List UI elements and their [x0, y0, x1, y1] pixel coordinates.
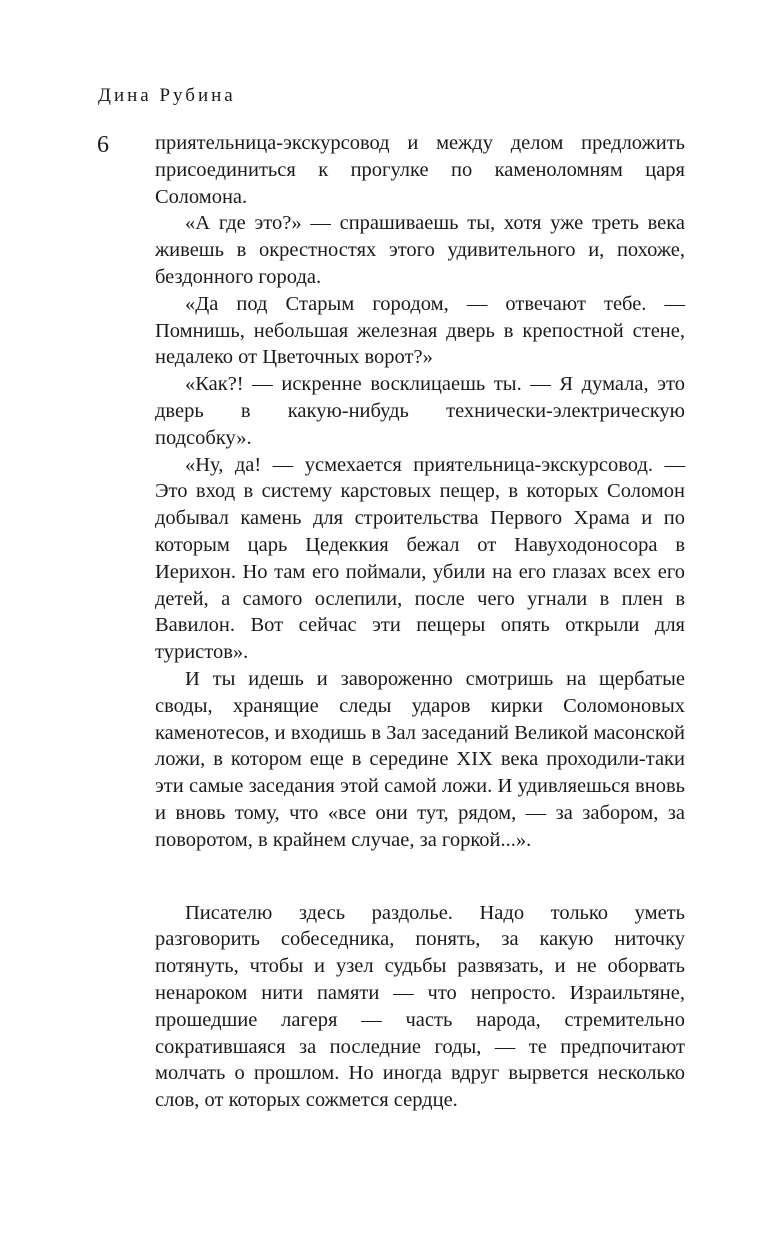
paragraph: И ты идешь и завороженно смотришь на щербатые своды, хранящие следы ударов кирки Соломоновых каменотесов, и входишь в Зал заседаний Великой масонской ложи, в котором еще в середине XIX века проходили-таки эти самые заседания этой самой ложи. И удивляешься вновь и вновь тому, что «все они тут, рядом, — за забором, за поворотом, в крайнем случае, за горкой...».	[155, 667, 685, 851]
paragraph: приятельница-экскурсовод и между делом предложить присоединиться к прогулке по каменоломням царя Соломона.	[155, 132, 685, 208]
page-number: 6	[97, 132, 109, 158]
paragraph: Писателю здесь раздолье. Надо только уметь разговорить собеседника, понять, за какую ниточку потянуть, чтобы и узел судьбы развязать, и не оборвать ненароком нити памяти — что непросто. Израильтяне, прошедшие лагеря — часть народа, стремительно сократившаяся за последние годы, — те предпочитают молчать о прошлом. Но иногда вдруг вырвется несколько слов, от которых сожмется сердце.	[155, 901, 685, 1112]
paragraph: «А где это?» — спрашиваешь ты, хотя уже треть века живешь в окрестностях этого удивительного и, похоже, бездонного города.	[155, 212, 685, 288]
paragraph: «Да под Старым городом, — отвечают тебе. — Помнишь, небольшая железная дверь в крепостной стене, недалеко от Цветочных ворот?»	[155, 292, 685, 369]
running-head-author: Дина Рубина	[98, 85, 236, 106]
paragraph: «Как?! — искренне восклицаешь ты. — Я думала, это дверь в какую-нибудь технически-электрическую подсобку».	[155, 373, 685, 449]
section-break	[155, 854, 685, 900]
body-text	[155, 130, 685, 1114]
paragraph: «Ну, да! — усмехается приятельница-экскурсовод. — Это вход в систему карстовых пещер, в которых Соломон добывал камень для строительства Первого Храма и по которым царь Цедеккия бежал от Навуходоносора в Иерихон. Но там его поймали, убили на его глазах всех его детей, а самого ослепили, после чего угнали в плен в Вавилон. Вот сейчас эти пещеры опять открыли для туристов».	[155, 453, 685, 664]
